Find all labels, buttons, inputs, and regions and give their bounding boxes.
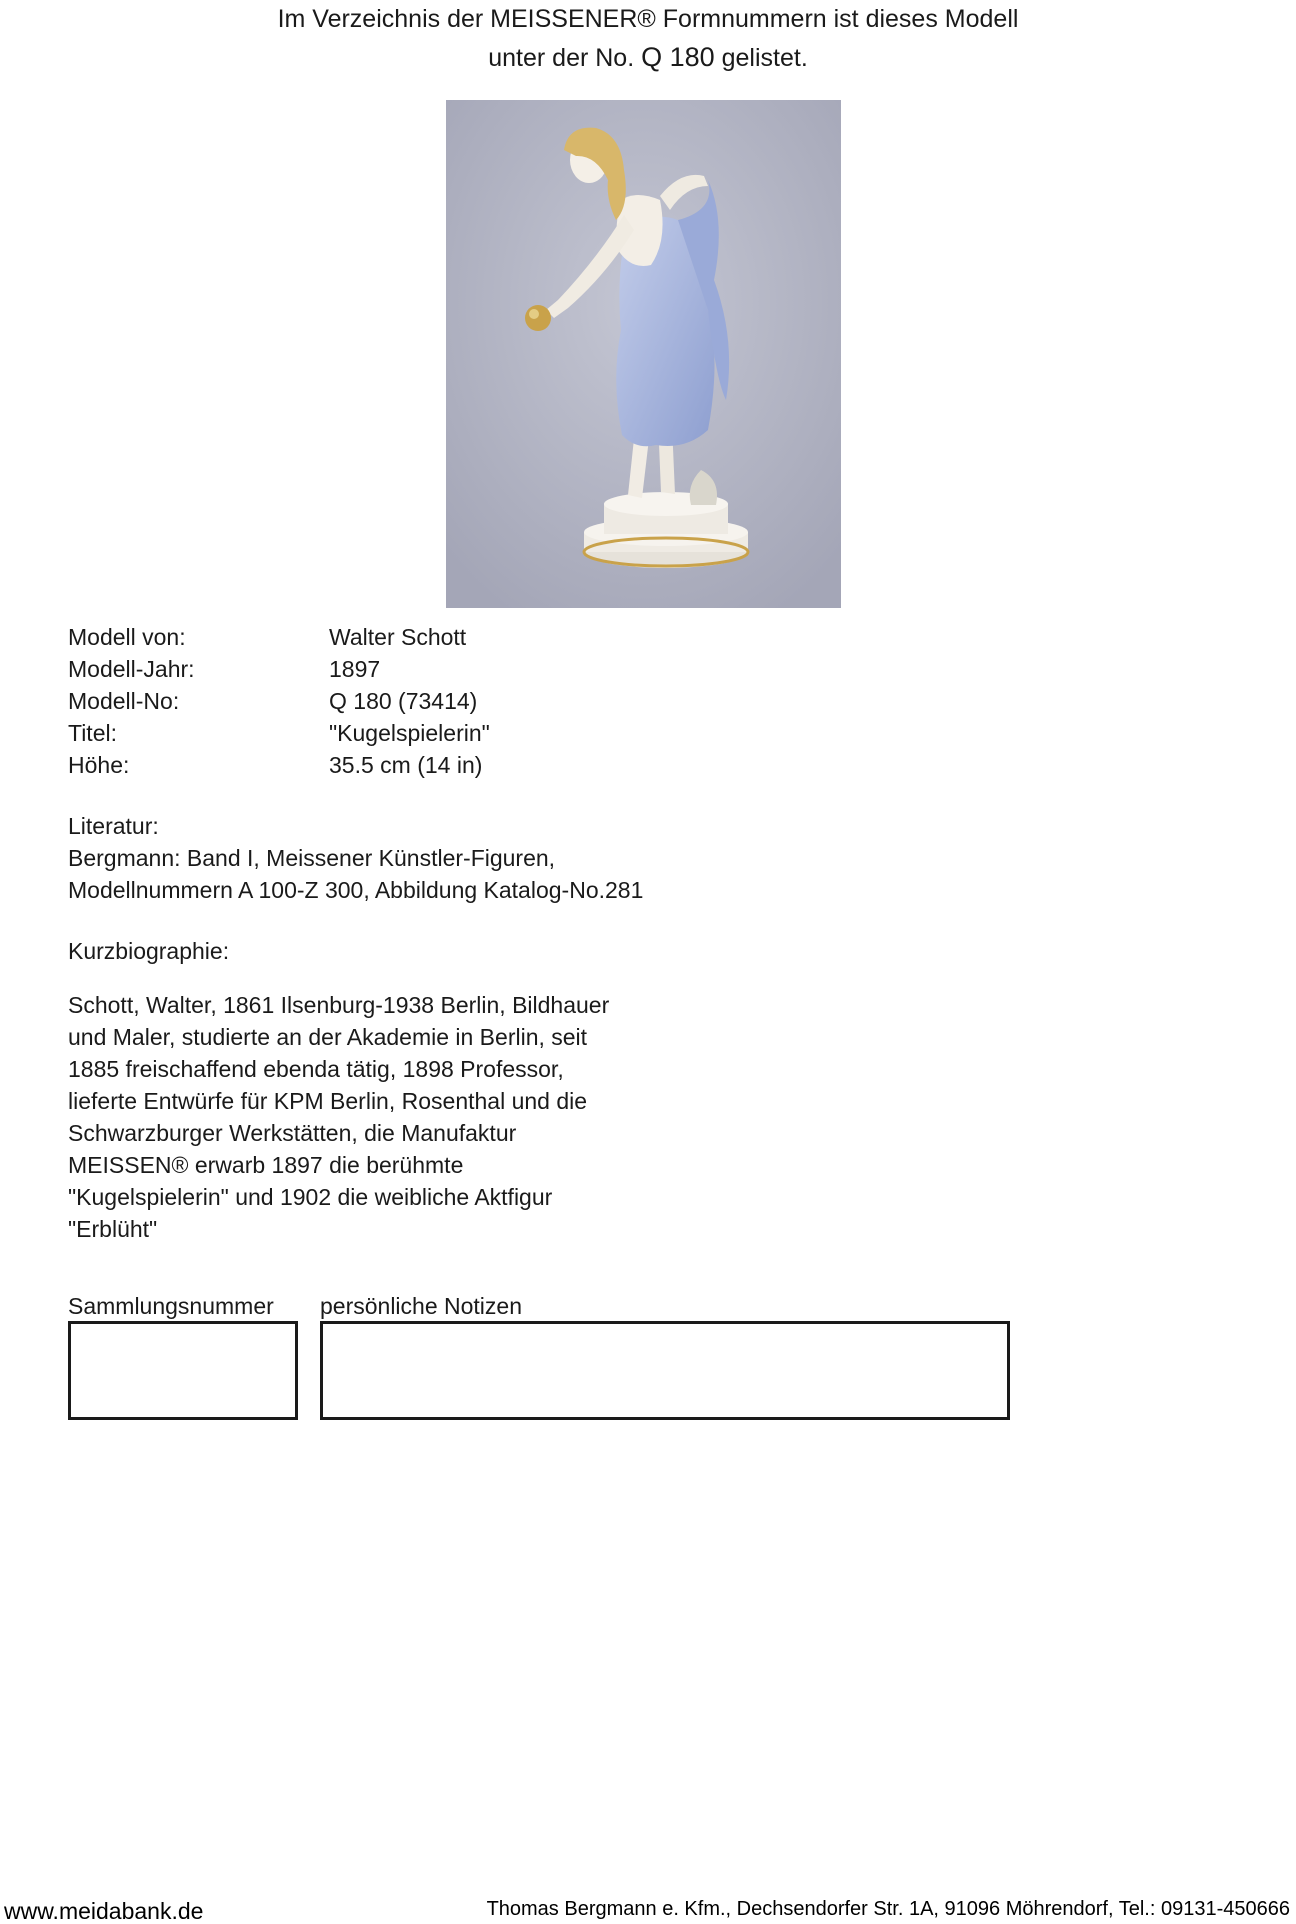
- label-modell-von: Modell von:: [68, 624, 186, 650]
- collection-number-label: Sammlungsnummer: [68, 1293, 274, 1319]
- intro-line-1: Im Verzeichnis der MEISSENER® Formnummern ist dieses Modell: [277, 5, 1019, 33]
- collection-number-field[interactable]: [68, 1321, 298, 1420]
- intro-suffix: gelistet.: [714, 44, 808, 72]
- biography-line-3: 1885 freischaffend ebenda tätig, 1898 Professor,: [68, 1056, 564, 1082]
- literature-heading: Literatur:: [68, 813, 159, 839]
- value-modell-jahr: 1897: [329, 656, 381, 682]
- label-hoehe: Höhe:: [68, 752, 130, 778]
- footer-website[interactable]: www.meidabank.de: [4, 1898, 204, 1924]
- label-modell-no: Modell-No:: [68, 688, 180, 714]
- biography-line-2: und Maler, studierte an der Akademie in Berlin, seit: [68, 1024, 588, 1050]
- literature-line-1: Bergmann: Band I, Meissener Künstler-Figuren,: [68, 845, 556, 871]
- biography-line-7: "Kugelspielerin" und 1902 die weibliche Aktfigur: [68, 1184, 553, 1210]
- footer-address: Thomas Bergmann e. Kfm., Dechsendorfer Str. 1A, 91096 Möhrendorf, Tel.: 09131-450666: [486, 1898, 1290, 1920]
- biography-heading: Kurzbiographie:: [68, 938, 230, 964]
- notes-label: persönliche Notizen: [320, 1293, 523, 1319]
- intro-prefix: unter der No.: [488, 44, 642, 72]
- intro-line-2: [0, 39, 1296, 77]
- model-number-highlight: Q 180: [641, 42, 715, 72]
- notes-field[interactable]: [320, 1321, 1010, 1420]
- biography-line-1: Schott, Walter, 1861 Ilsenburg-1938 Berlin, Bildhauer: [68, 992, 610, 1018]
- value-modell-von: Walter Schott: [329, 624, 467, 650]
- figurine-photo: [446, 100, 841, 608]
- value-hoehe: 35.5 cm (14 in): [329, 752, 483, 778]
- biography-line-4: lieferte Entwürfe für KPM Berlin, Rosenthal und die: [68, 1088, 588, 1114]
- biography-line-5: Schwarzburger Werkstätten, die Manufaktur: [68, 1120, 517, 1146]
- value-modell-no: Q 180 (73414): [329, 688, 478, 714]
- label-titel: Titel:: [68, 720, 117, 746]
- literature-line-2: Modellnummern A 100-Z 300, Abbildung Katalog-No.281: [68, 877, 644, 903]
- biography-line-6: MEISSEN® erwarb 1897 die berühmte: [68, 1152, 464, 1178]
- label-modell-jahr: Modell-Jahr:: [68, 656, 195, 682]
- biography-line-8: "Erblüht": [68, 1216, 158, 1242]
- value-titel: "Kugelspielerin": [329, 720, 490, 746]
